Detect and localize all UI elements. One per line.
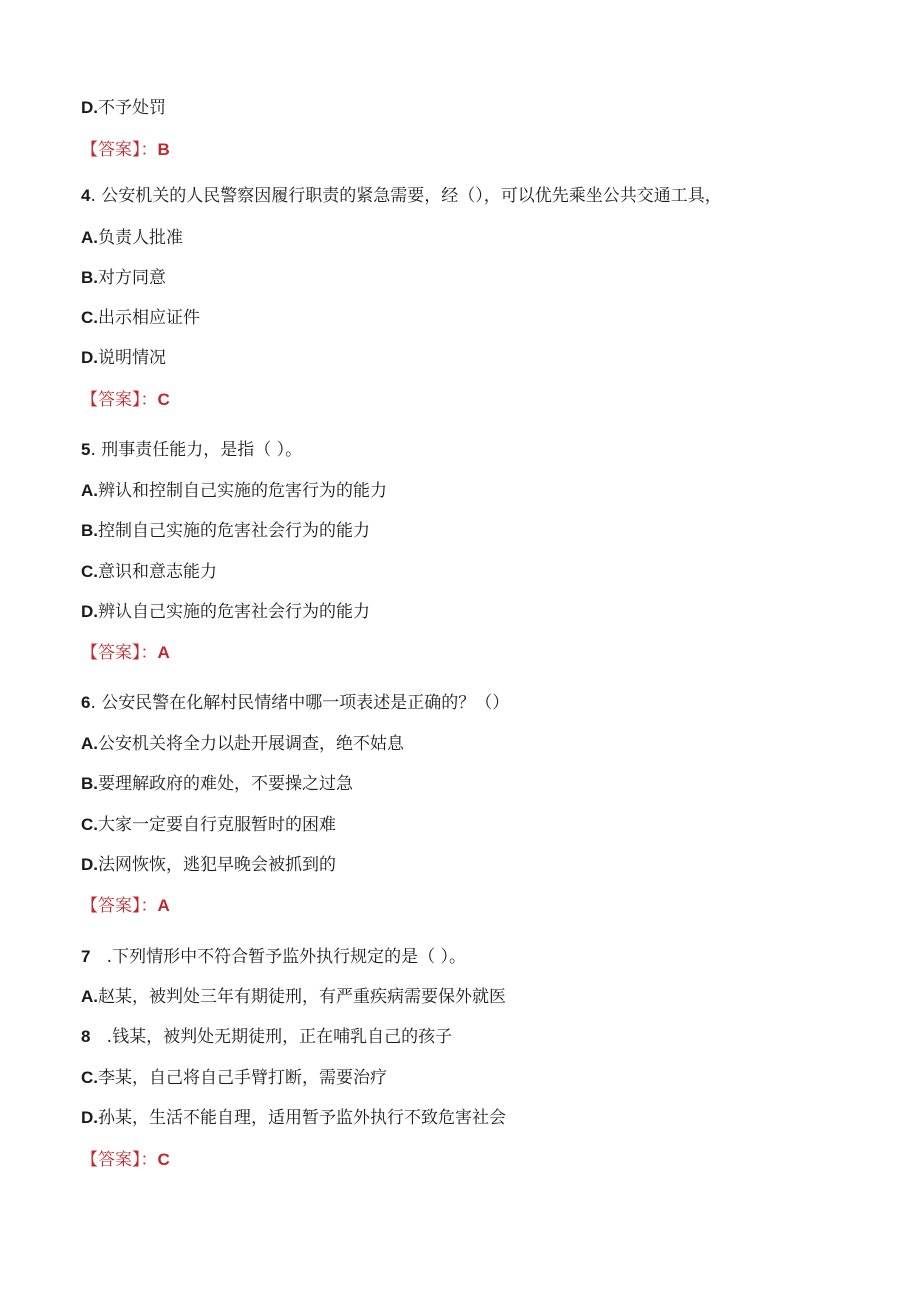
answer-prefix: 【答案】：: [81, 643, 158, 663]
option-d: [81, 93, 166, 123]
option-text: 孙某，生活不能自理，适用暂予监外执行不致危害社会: [98, 1108, 506, 1128]
option-d: [81, 343, 166, 373]
answer-value: A: [157, 643, 170, 662]
option-text: 赵某，被判处三年有期徒刑，有严重疾病需要保外就医: [98, 987, 506, 1007]
answer-value: C: [157, 1150, 170, 1169]
option-text: 大家一定要自行克服暂时的困难: [98, 815, 336, 835]
option-text: 要理解政府的难处，不要操之过急: [98, 774, 353, 794]
option-label: C.: [81, 308, 98, 327]
answer-line: [81, 1145, 170, 1175]
question-stem: [81, 942, 466, 972]
question-text: . 公安民警在化解村民情绪中哪一项表述是正确的？（）: [90, 693, 510, 713]
option-c: [81, 1063, 387, 1093]
option-label: B.: [81, 268, 98, 287]
question-number: 4: [81, 186, 91, 205]
question-number: 7: [81, 947, 91, 966]
option-c: [81, 810, 336, 840]
answer-line: [81, 135, 170, 165]
option-text: 李某，自己将自己手臂打断，需要治疗: [98, 1068, 387, 1088]
answer-prefix: 【答案】：: [81, 140, 158, 160]
option-label: C.: [81, 815, 98, 834]
question-number: 5: [81, 440, 91, 459]
option-text: 法网恢恢，逃犯早晚会被抓到的: [98, 855, 336, 875]
question-stem: [81, 181, 722, 211]
option-label: B.: [81, 521, 98, 540]
option-b: [81, 769, 353, 799]
question-stem: [81, 688, 509, 718]
option-d: [81, 597, 370, 627]
answer-prefix: 【答案】：: [81, 390, 158, 410]
option-label: B.: [81, 774, 98, 793]
answer-line: [81, 891, 170, 921]
option-label: D.: [81, 855, 98, 874]
option-label: C.: [81, 562, 98, 581]
option-d: [81, 850, 336, 880]
option-d: [81, 1103, 506, 1133]
option-label: A.: [81, 481, 98, 500]
option-b: [81, 1022, 452, 1052]
answer-prefix: 【答案】：: [81, 1150, 158, 1170]
option-label: D.: [81, 1108, 98, 1127]
answer-value: C: [157, 390, 170, 409]
answer-value: B: [157, 140, 170, 159]
option-text: 不予处罚: [98, 98, 166, 118]
option-text: 出示相应证件: [98, 308, 200, 328]
option-text: 意识和意志能力: [98, 562, 217, 582]
option-c: [81, 557, 217, 587]
option-b: [81, 263, 166, 293]
option-text: 辨认自己实施的危害社会行为的能力: [98, 602, 370, 622]
option-text: .钱某，被判处无期徒刑，正在哺乳自己的孩子: [90, 1027, 453, 1047]
option-text: 辨认和控制自己实施的危害行为的能力: [98, 481, 387, 501]
option-a: [81, 223, 183, 253]
option-c: [81, 303, 200, 333]
option-label: D.: [81, 348, 98, 367]
answer-line: [81, 385, 170, 415]
option-text: 对方同意: [98, 268, 166, 288]
option-text: 控制自己实施的危害社会行为的能力: [98, 521, 370, 541]
option-label: A.: [81, 987, 98, 1006]
option-text: 公安机关将全力以赴开展调查，绝不姑息: [98, 734, 404, 754]
option-text: 说明情况: [98, 348, 166, 368]
answer-value: A: [157, 896, 170, 915]
option-b: [81, 516, 370, 546]
question-number: 6: [81, 693, 91, 712]
option-label: A.: [81, 228, 98, 247]
question-text: .下列情形中不符合暂予监外执行规定的是（ ）。: [90, 947, 466, 967]
answer-prefix: 【答案】：: [81, 896, 158, 916]
answer-line: [81, 638, 170, 668]
option-label: D.: [81, 602, 98, 621]
option-a: [81, 476, 387, 506]
option-a: [81, 729, 404, 759]
question-text: . 刑事责任能力，是指（ ）。: [90, 440, 303, 460]
question-text: . 公安机关的人民警察因履行职责的紧急需要，经（），可以优先乘坐公共交通工具，: [90, 186, 722, 206]
option-label: 8: [81, 1027, 91, 1046]
option-label: A.: [81, 734, 98, 753]
option-label: C.: [81, 1068, 98, 1087]
option-label: D.: [81, 98, 98, 117]
option-text: 负责人批准: [98, 228, 183, 248]
question-stem: [81, 435, 302, 465]
option-a: [81, 982, 506, 1012]
